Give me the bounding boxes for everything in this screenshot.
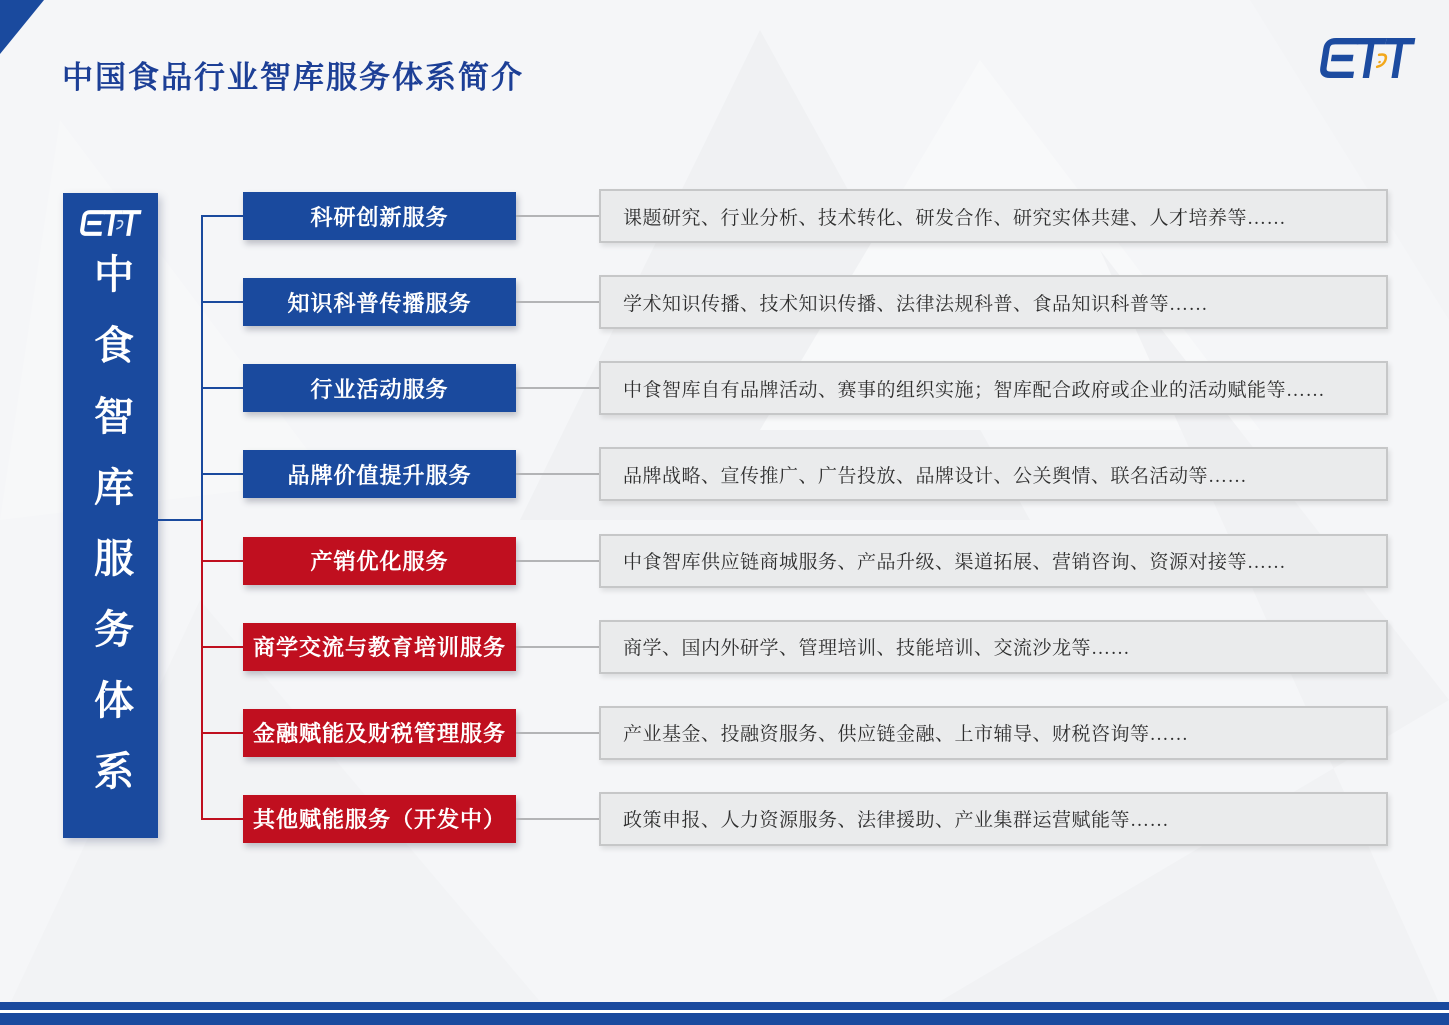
service-label: 商学交流与教育培训服务 [252,635,506,661]
service-box [243,623,516,671]
service-box [243,450,516,498]
service-row [202,533,1388,589]
description-box [599,620,1388,674]
service-row [202,188,1388,244]
description-box [599,275,1388,329]
connector-to-description [516,387,599,389]
description-text: 课题研究、行业分析、技术转化、研发合作、研究实体共建、人才培养等…… [623,207,1287,229]
description-box [599,534,1388,588]
connector-stub [202,560,243,562]
connector-stub [202,387,243,389]
description-box [599,189,1388,243]
description-text: 中食智库自有品牌活动、赛事的组织实施；智库配合政府或企业的活动赋能等…… [623,379,1326,401]
service-label: 知识科普传播服务 [287,290,472,316]
page-title: 中国食品行业智库服务体系简介 [62,60,524,95]
description-text: 学术知识传播、技术知识传播、法律法规科普、食品知识科普等…… [623,293,1209,315]
description-box [599,792,1388,846]
connector-to-description [516,215,599,217]
service-row [202,619,1388,675]
sidebar-vertical-title: 中食智库服务体系 [88,253,134,821]
description-box [599,361,1388,415]
connector-to-description [516,646,599,648]
connector-stub [202,818,243,820]
connector-stub [202,732,243,734]
service-row [202,791,1388,847]
logo-swirl [1377,54,1386,66]
sidebar-system-bar [63,193,158,838]
description-box [599,706,1388,760]
connector-stub [202,215,243,217]
service-box [243,364,516,412]
description-box [599,447,1388,501]
description-text: 产业基金、投融资服务、供应链金融、上市辅导、财税咨询等…… [623,724,1189,746]
service-label: 金融赋能及财税管理服务 [252,721,506,747]
description-text: 品牌战略、宣传推广、广告投放、品牌设计、公关舆情、联名活动等…… [623,465,1248,487]
footer-stripe-bottom [0,1013,1449,1025]
connector-stub [202,301,243,303]
cett-logo-white [80,207,142,239]
connector-to-description [516,301,599,303]
connector-to-description [516,732,599,734]
service-row [202,360,1388,416]
service-row [202,274,1388,330]
service-box [243,192,516,240]
service-row [202,705,1388,761]
connector-to-description [516,560,599,562]
service-row [202,446,1388,502]
service-box [243,795,516,843]
service-box [243,709,516,757]
corner-accent-triangle [0,0,44,54]
service-label: 产销优化服务 [310,549,449,575]
connector-to-description [516,473,599,475]
description-text: 商学、国内外研学、管理培训、技能培训、交流沙龙等…… [623,638,1131,660]
connector-stub [202,646,243,648]
description-text: 政策申报、人力资源服务、法律援助、产业集群运营赋能等…… [623,810,1170,832]
service-box [243,278,516,326]
description-text: 中食智库供应链商城服务、产品升级、渠道拓展、营销咨询、资源对接等…… [623,552,1287,574]
connector-bar-to-trunk [158,519,203,521]
service-label: 行业活动服务 [310,376,449,402]
service-label: 品牌价值提升服务 [287,462,472,488]
service-label: 其他赋能服务（开发中） [252,807,506,833]
footer-stripe-top [0,1002,1449,1010]
connector-to-description [516,818,599,820]
connector-stub [202,473,243,475]
cett-logo [1318,34,1418,82]
service-box [243,537,516,585]
service-label: 科研创新服务 [310,204,449,230]
